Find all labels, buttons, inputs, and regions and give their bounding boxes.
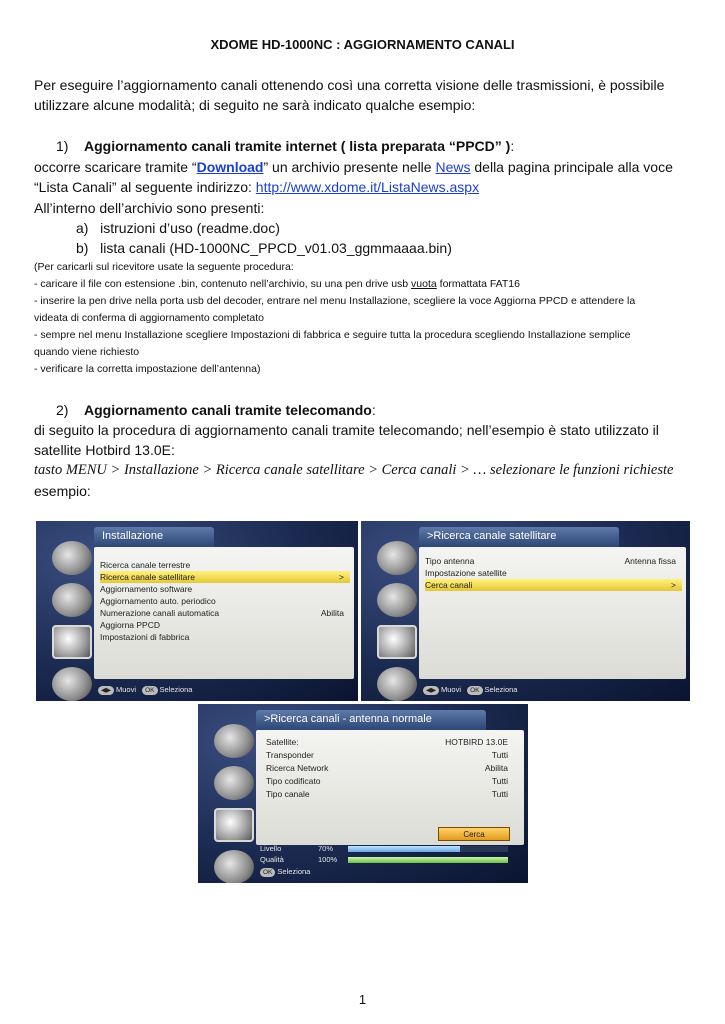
screenshot-ricerca-canali: [198, 704, 528, 883]
example-label: esempio:: [34, 483, 91, 499]
text-span: formattata FAT16: [436, 278, 520, 290]
footer-label: Muovi: [441, 685, 462, 694]
tv-icon: [52, 583, 92, 617]
note-line: - inserire la pen drive nella porta usb del decoder, entrare nel menu Installazione, scegliere la voce Aggiorna PPCD e attendere la: [34, 295, 636, 307]
list-marker: a): [76, 220, 89, 236]
screen-title: >Ricerca canale satellitare: [419, 527, 619, 547]
menu-item-label: Satellite:: [266, 737, 299, 747]
menu-item[interactable]: [425, 555, 682, 567]
section-2-colon: :: [371, 402, 376, 418]
satellite-dish-icon: [52, 625, 92, 659]
list-text: lista canali (HD-1000NC_PPCD_v01.03_ggmmaaaa.bin): [100, 240, 452, 256]
menu-item-label: Transponder: [266, 750, 314, 760]
quality-label: Qualità: [260, 855, 284, 864]
menu-item[interactable]: [100, 559, 350, 571]
screen-footer: [419, 683, 686, 697]
list-item: [76, 218, 280, 238]
listanews-link[interactable]: http://www.xdome.it/ListaNews.aspx: [255, 179, 480, 195]
search-button[interactable]: Cerca: [438, 827, 510, 841]
screen-footer: [256, 865, 524, 879]
document-title: XDOME HD-1000NC : AGGIORNAMENTO CANALI: [210, 37, 515, 52]
text-span: della pagina principale alla voce: [470, 159, 673, 175]
menu-item-value: Abilita: [484, 763, 508, 773]
section-2-number: 2): [56, 402, 69, 418]
text-span: ” un archivio presente nelle: [263, 159, 436, 175]
screenshot-ricerca-satellitare: [361, 521, 690, 701]
arrows-key-icon: ◀▶: [98, 686, 114, 695]
section-1-heading: [56, 136, 514, 156]
menu-item-selected[interactable]: [425, 579, 682, 591]
note-line: [34, 276, 694, 293]
intro-line-2: utilizzare alcune modalità; di seguito ne sarà indicato qualche esempio:: [34, 97, 476, 113]
intro-line-1: Per eseguire l’aggiornamento canali ottenendo così una corretta visione delle trasmissioni, è possibile: [34, 77, 665, 93]
menu-item-value: Tutti: [491, 789, 508, 799]
menu-item-label: Aggiornamento auto. periodico: [100, 596, 216, 606]
footer-label: Muovi: [116, 685, 137, 694]
satellite-dish-icon: [377, 625, 417, 659]
menu-item[interactable]: [266, 736, 514, 748]
menu-item[interactable]: [425, 567, 682, 579]
quality-bar-track: [348, 857, 508, 863]
ok-key-icon: OK: [260, 868, 275, 877]
menu-item-value: HOTBIRD 13.0E: [445, 737, 508, 747]
menu-item-value: Antenna fissa: [624, 556, 676, 566]
menu-item[interactable]: [266, 749, 514, 761]
section-1-title: Aggiornamento canali tramite internet ( lista preparata “PPCD” ): [84, 138, 511, 154]
chevron-right-icon: >: [671, 580, 676, 590]
footer-label: Seleziona: [484, 685, 518, 694]
list-item: [76, 238, 452, 258]
level-bar-track: [348, 846, 508, 852]
menu-item-label: Impostazioni di fabbrica: [100, 632, 190, 642]
menu-item-label: Aggiornamento software: [100, 584, 193, 594]
globe-icon: [214, 724, 254, 758]
list-marker: b): [76, 240, 89, 256]
note-line: quando viene richiesto: [34, 346, 140, 358]
underlined-word: vuota: [411, 278, 437, 290]
screen-footer: [94, 683, 354, 697]
satellite-dish-icon: [214, 808, 254, 842]
menu-item-label: Cerca canali: [425, 580, 473, 590]
menu-item[interactable]: [100, 595, 350, 607]
section-2-line-1: di seguito la procedura di aggiornamento canali tramite telecomando; nell’esempio è stato utilizzato il: [34, 422, 659, 438]
menu-icon-column: [369, 539, 421, 679]
section-2-line-2: satellite Hotbird 13.0E:: [34, 442, 175, 458]
tools-icon: [214, 850, 254, 883]
note-line: - sempre nel menu Installazione scegliere Impostazioni di fabbrica e seguire tutta la procedura scegliendo Installazione semplice: [34, 329, 631, 341]
tools-icon: [377, 667, 417, 701]
screenshot-installazione: [36, 521, 358, 701]
section-1-number: 1): [56, 138, 69, 154]
menu-item-label: Impostazione satellite: [425, 568, 507, 578]
globe-icon: [377, 541, 417, 575]
menu-item-label: Ricerca canale satellitare: [100, 572, 195, 582]
level-value: 70%: [318, 844, 334, 853]
menu-item-value: Tutti: [491, 750, 508, 760]
menu-path: tasto MENU > Installazione > Ricerca canale satellitare > Cerca canali > … selezionare le funzioni richieste: [34, 462, 674, 478]
menu-item-label: Tipo antenna: [425, 556, 475, 566]
section-1-line-2: [34, 177, 479, 197]
menu-item[interactable]: [100, 631, 350, 643]
footer-label: Seleziona: [277, 867, 311, 876]
menu-item[interactable]: [100, 619, 350, 631]
list-text: istruzioni d’uso (readme.doc): [100, 220, 280, 236]
menu-item[interactable]: [266, 775, 514, 787]
tv-icon: [214, 766, 254, 800]
text-span: - caricare il file con estensione .bin, contenuto nell’archivio, su una pen drive usb: [34, 278, 412, 290]
chevron-right-icon: >: [339, 572, 344, 582]
menu-item[interactable]: [266, 762, 514, 774]
note-line: videata di conferma di aggiornamento completato: [34, 312, 264, 324]
level-label: Livello: [260, 844, 282, 853]
note-line: (Per caricarli sul ricevitore usate la seguente procedura:: [34, 261, 294, 273]
quality-bar-fill: [348, 857, 508, 863]
news-link[interactable]: News: [435, 159, 471, 175]
menu-item-label: Tipo codificato: [266, 776, 321, 786]
ok-key-icon: OK: [142, 686, 157, 695]
menu-item-label: Numerazione canali automatica: [100, 608, 220, 618]
ok-key-icon: OK: [467, 686, 482, 695]
menu-item-label: Ricerca Network: [266, 763, 329, 773]
section-2-heading: [56, 400, 376, 420]
arrows-key-icon: ◀▶: [423, 686, 439, 695]
download-link[interactable]: Download: [196, 159, 264, 175]
menu-item[interactable]: [266, 788, 514, 800]
menu-item-selected[interactable]: [100, 571, 350, 583]
menu-item[interactable]: [100, 607, 350, 619]
menu-item-label: Ricerca canale terrestre: [100, 560, 191, 570]
level-bar-fill: [348, 846, 460, 852]
globe-icon: [52, 541, 92, 575]
page-number: 1: [358, 992, 367, 1007]
screen-title: >Ricerca canali - antenna normale: [256, 710, 486, 730]
text-span: “Lista Canali” al seguente indirizzo:: [34, 179, 256, 195]
section-1-colon: :: [510, 138, 515, 154]
menu-icon-column: [44, 539, 96, 679]
menu-item[interactable]: [100, 583, 350, 595]
section-2-title: Aggiornamento canali tramite telecomando: [84, 402, 372, 418]
note-line: - verificare la corretta impostazione dell’antenna): [34, 363, 261, 375]
footer-label: Seleziona: [159, 685, 193, 694]
menu-item-label: Tipo canale: [266, 789, 310, 799]
text-span: occorre scaricare tramite “: [34, 159, 197, 175]
tools-icon: [52, 667, 92, 701]
tv-icon: [377, 583, 417, 617]
menu-icon-column: [206, 722, 258, 861]
menu-item-value: Tutti: [491, 776, 508, 786]
menu-item-value: Abilita: [320, 608, 344, 618]
quality-value: 100%: [318, 855, 338, 864]
menu-item-label: Aggiorna PPCD: [100, 620, 161, 630]
section-1-line-1: [34, 157, 673, 177]
section-1-line-3: All’interno dell’archivio sono presenti:: [34, 200, 265, 216]
screen-title: Installazione: [94, 527, 214, 547]
